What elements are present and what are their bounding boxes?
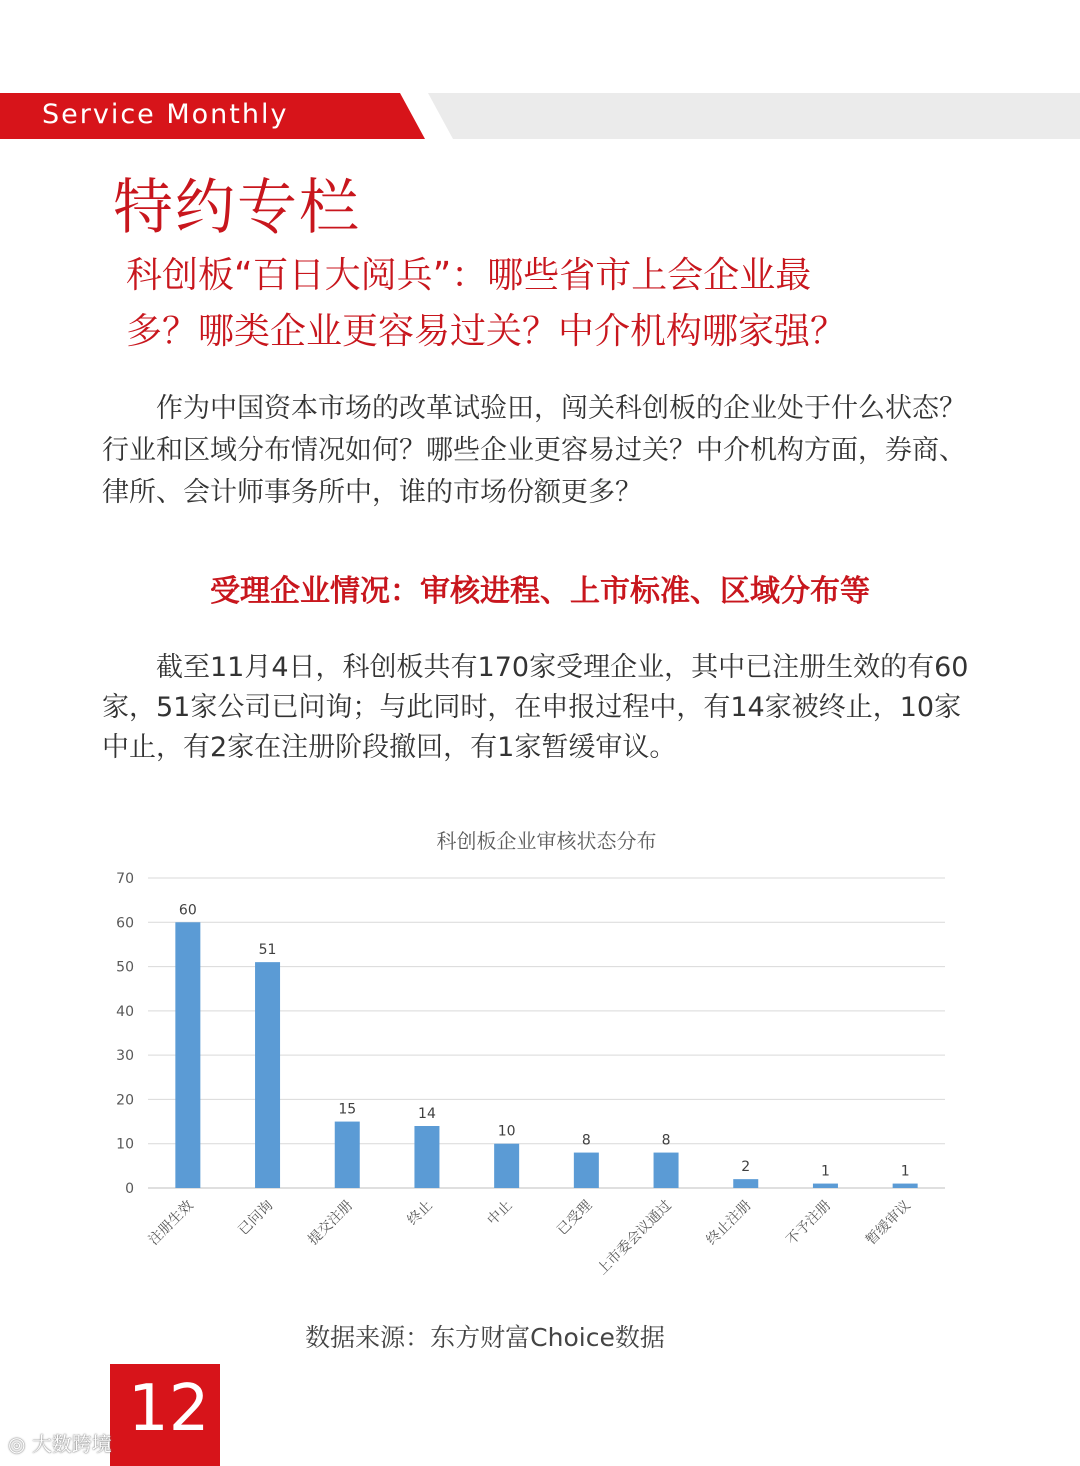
- bar: [654, 1153, 679, 1188]
- bar: [414, 1126, 439, 1188]
- data-label: 60: [178, 902, 197, 919]
- y-tick-label: 10: [116, 1136, 134, 1153]
- chart-title: 科创板企业审核状态分布: [436, 829, 657, 853]
- data-label: 8: [581, 1132, 591, 1149]
- data-label: 1: [820, 1163, 830, 1180]
- y-tick-label: 50: [116, 959, 134, 976]
- y-tick-label: 30: [116, 1048, 134, 1065]
- x-tick-label: 上市委会议通过: [594, 1197, 675, 1279]
- y-tick-label: 70: [116, 871, 134, 887]
- y-tick-label: 60: [116, 915, 134, 932]
- chart-svg: [100, 810, 980, 1290]
- x-tick-label: 已问询: [235, 1197, 277, 1239]
- data-label: 14: [418, 1106, 436, 1122]
- data-source: 数据来源：东方财富Choice数据: [305, 1323, 665, 1352]
- x-tick-label: 终止注册: [703, 1197, 755, 1249]
- bar: [255, 962, 280, 1188]
- header-band: [0, 93, 1080, 139]
- bar: [813, 1184, 838, 1188]
- data-label: 8: [661, 1132, 671, 1149]
- logo-text: 大数跨境: [31, 1432, 112, 1456]
- intro-paragraph: 作为中国资本市场的改革试验田，闯关科创板的企业处于什么状态？行业和区域分布情况如何？哪些企业更容易过关？中介机构方面，券商、律所、会计师事务所中，谁的市场份额更多？: [102, 393, 966, 508]
- article-title-line1: 科创板“百日大阅兵”：哪些省市上会企业最: [126, 255, 812, 296]
- article-title: [126, 248, 1026, 360]
- x-tick-label: 暂缓审议: [863, 1197, 914, 1249]
- bar: [733, 1179, 758, 1188]
- header-label: Service Monthly: [42, 99, 289, 130]
- subheading: 受理企业情况：审核进程、上市标准、区域分布等: [210, 574, 870, 609]
- data-label: 51: [258, 942, 277, 959]
- watermark-logo: [8, 1428, 112, 1457]
- y-tick-label: 20: [116, 1092, 134, 1109]
- y-tick-label: 0: [125, 1181, 134, 1197]
- page-number: 12: [128, 1372, 210, 1446]
- data-label: 15: [338, 1101, 357, 1118]
- header-gray-banner: [428, 93, 1080, 139]
- logo-icon: ◎: [8, 1432, 32, 1456]
- bar: [574, 1153, 599, 1188]
- x-tick-label: 注册生效: [145, 1197, 197, 1249]
- x-tick-label: 中止: [484, 1197, 516, 1229]
- bar: [175, 922, 200, 1188]
- y-tick-label: 40: [116, 1003, 134, 1020]
- bar: [335, 1122, 360, 1188]
- data-label: 1: [900, 1163, 910, 1180]
- x-tick-label: 提交注册: [305, 1197, 357, 1249]
- data-label: 2: [741, 1159, 751, 1176]
- page-number-box: [110, 1364, 220, 1466]
- data-label: 10: [497, 1123, 516, 1140]
- section-title: 特约专栏: [113, 173, 361, 243]
- article-title-line2: 多？哪类企业更容易过关？中介机构哪家强？: [126, 311, 847, 352]
- x-tick-label: 已受理: [554, 1197, 596, 1239]
- x-tick-label: 终止: [404, 1197, 436, 1229]
- x-tick-label: 不予注册: [783, 1197, 835, 1249]
- bar: [893, 1184, 918, 1188]
- body-paragraph: 截至11月4日，科创板共有170家受理企业，其中已注册生效的有60家，51家公司已问询；与此同时，在申报过程中，有14家被终止，10家中止，有2家在注册阶段撤回，有1家暂缓审议。: [102, 652, 969, 763]
- bar: [494, 1144, 519, 1188]
- bar-chart: [100, 810, 980, 1290]
